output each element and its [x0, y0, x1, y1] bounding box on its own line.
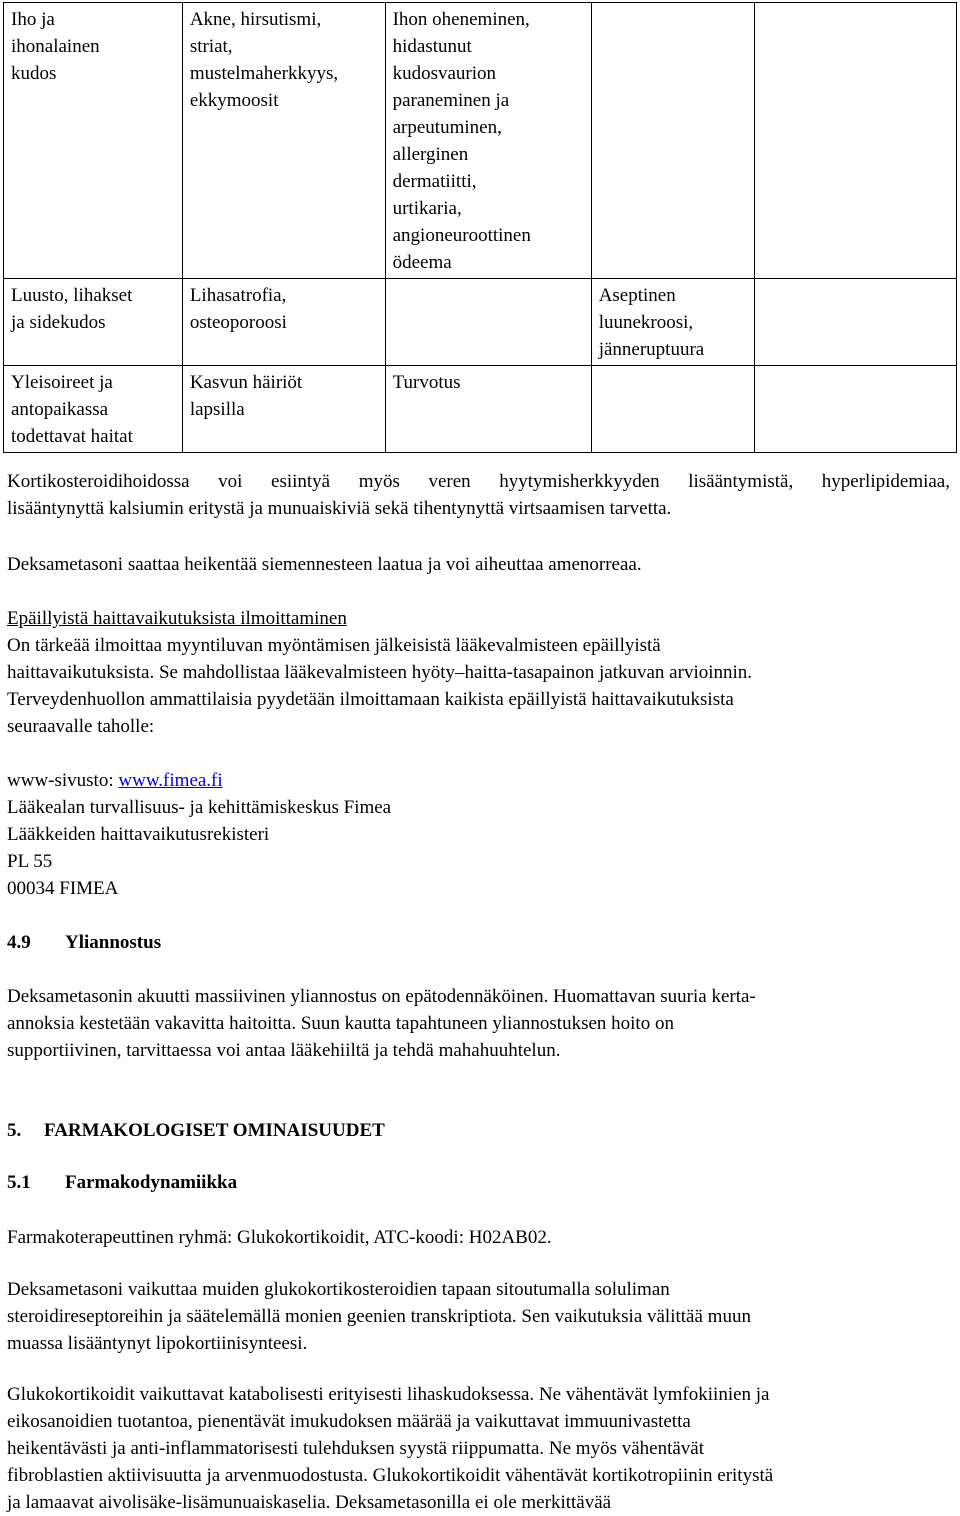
- cell-text: hidastunut: [392, 36, 472, 57]
- paragraph-line: Deksametasoni vaikuttaa muiden glukokortikosteroidien tapaan sitoutumalla soluliman: [7, 1279, 670, 1300]
- contact-line: PL 55: [7, 851, 53, 872]
- cell-text: ödeema: [392, 252, 452, 273]
- reporting-section: [7, 605, 950, 740]
- contact-line: Lääkealan turvallisuus- ja kehittämiskeskus Fimea: [7, 797, 392, 818]
- cell-text: luunekroosi,: [598, 312, 694, 333]
- frequency-cell: [182, 279, 385, 366]
- cell-text: todettavat haitat: [11, 426, 133, 447]
- overdose-paragraph: [7, 983, 950, 1064]
- paragraph-line: steroidireseptoreihin ja säätelemällä monien geenien transkriptiota. Sen vaikutuksia välittää muun: [7, 1306, 751, 1327]
- cell-text: Akne, hirsutismi,: [189, 9, 322, 30]
- paragraph-line: Terveydenhuollon ammattilaisia pyydetään ilmoittamaan kaikista epäillyistä haittavaikutuksista: [7, 689, 734, 710]
- paragraph-line: eikosanoidien tuotantoa, pienentävät imukudoksen määrää ja vaikuttavat immuunivastetta: [7, 1411, 691, 1432]
- adverse-effects-table: [3, 2, 957, 453]
- cell-text: striat,: [189, 36, 233, 57]
- cell-text: dermatiitti,: [392, 171, 477, 192]
- paragraph-line: Deksametasonin akuutti massiivinen yliannostus on epätodennäköinen. Huomattavan suuria kerta-: [7, 986, 756, 1007]
- cell-text: angioneuroottinen: [392, 225, 531, 246]
- website-line: [7, 767, 950, 794]
- section-title: Yliannostus: [65, 932, 162, 953]
- section-title: Farmakodynamiikka: [65, 1172, 238, 1193]
- paragraph-line: Kortikosteroidihoidossa voi esiintyä myös veren hyytymisherkkyyden lisääntymistä, hyperlipidemiaa,: [7, 471, 950, 492]
- cell-text: Kasvun häiriöt: [189, 372, 303, 393]
- cell-text: osteoporoosi: [189, 312, 287, 333]
- organ-class-cell: [4, 279, 183, 366]
- cell-text: ekkymoosit: [189, 90, 279, 111]
- semen-quality-paragraph: [7, 551, 950, 578]
- fimea-link[interactable]: www.fimea.fi: [118, 770, 223, 791]
- frequency-cell: [385, 3, 591, 279]
- cell-text: mustelmaherkkyys,: [189, 63, 339, 84]
- cell-text: Iho ja: [11, 9, 55, 30]
- cell-text: Aseptinen: [598, 285, 676, 306]
- cell-text: allerginen: [392, 144, 469, 165]
- organ-class-cell: [4, 366, 183, 453]
- paragraph-line: annoksia kestetään vakavitta haitoitta. Suun kautta tapahtuneen yliannostuksen hoito on: [7, 1013, 674, 1034]
- paragraph-line: Deksametasoni saattaa heikentää siemennesteen laatua ja voi aiheuttaa amenorreaa.: [7, 554, 642, 575]
- paragraph-line: ja lamaavat aivolisäke-lisämunuaiskaselia. Deksametasonilla ei ole merkittävää: [7, 1492, 612, 1513]
- table-row: [4, 279, 957, 366]
- table-row: [4, 366, 957, 453]
- cell-text: kudos: [11, 63, 57, 84]
- cell-text: Turvotus: [392, 372, 461, 393]
- cell-text: antopaikassa: [11, 399, 109, 420]
- table-row: [4, 3, 957, 279]
- frequency-cell: [755, 279, 957, 366]
- website-label: www-sivusto:: [7, 770, 114, 791]
- paragraph-line: Farmakoterapeuttinen ryhmä: Glukokortikoidit, ATC-koodi: H02AB02.: [7, 1227, 552, 1248]
- section-number: 5.1: [7, 1172, 31, 1193]
- contact-line: 00034 FIMEA: [7, 878, 119, 899]
- section-title: FARMAKOLOGISET OMINAISUUDET: [44, 1120, 385, 1141]
- pharmacotherapeutic-group: [7, 1224, 950, 1251]
- cell-text: urtikaria,: [392, 198, 462, 219]
- section-5-heading: [7, 1117, 950, 1144]
- section-number: 4.9: [7, 932, 31, 953]
- frequency-cell: [182, 366, 385, 453]
- frequency-cell: [385, 366, 591, 453]
- frequency-cell: [385, 279, 591, 366]
- paragraph-line: haittavaikutuksista. Se mahdollistaa lääkevalmisteen hyöty–haitta-tasapainon jatkuvan arvioinnin.: [7, 662, 753, 683]
- frequency-cell: [182, 3, 385, 279]
- cell-text: arpeutuminen,: [392, 117, 502, 138]
- cell-text: Yleisoireet ja: [11, 372, 113, 393]
- cell-text: ihonalainen: [11, 36, 100, 57]
- contact-block: [7, 767, 950, 902]
- cell-text: ja sidekudos: [11, 312, 106, 333]
- paragraph-line: On tärkeää ilmoittaa myyntiluvan myöntämisen jälkeisistä lääkevalmisteen epäillyistä: [7, 635, 661, 656]
- cell-text: kudosvaurion: [392, 63, 497, 84]
- frequency-cell: [755, 366, 957, 453]
- cell-text: Luusto, lihakset: [11, 285, 133, 306]
- contact-line: Lääkkeiden haittavaikutusrekisteri: [7, 824, 270, 845]
- paragraph-line: seuraavalle taholle:: [7, 716, 155, 737]
- effects-paragraph: [7, 1381, 950, 1516]
- section-number: 5.: [7, 1120, 22, 1141]
- cell-text: lapsilla: [189, 399, 245, 420]
- cell-text: paraneminen ja: [392, 90, 510, 111]
- paragraph-line: supportiivinen, tarvittaessa voi antaa lääkehiiltä ja tehdä mahahuuhtelun.: [7, 1040, 561, 1061]
- paragraph-line: lisääntynyttä kalsiumin eritystä ja munuaiskiviä sekä tihentynyttä virtsaamisen tarvetta.: [7, 498, 672, 519]
- cell-text: jänneruptuura: [598, 339, 705, 360]
- organ-class-cell: [4, 3, 183, 279]
- paragraph-line: fibroblastien aktiivisuutta ja arvenmuodostusta. Glukokortikoidit vähentävät kortikotropiinin eritystä: [7, 1465, 774, 1486]
- paragraph-line: heikentävästi ja anti-inflammatorisesti tulehduksen syystä riippumatta. Ne myös vähentävät: [7, 1438, 705, 1459]
- paragraph-line: Glukokortikoidit vaikuttavat katabolisesti erityisesti lihaskudoksessa. Ne vähentävät lymfokiinien ja: [7, 1384, 770, 1405]
- reporting-heading: Epäillyistä haittavaikutuksista ilmoittaminen: [7, 608, 347, 629]
- cell-text: Ihon oheneminen,: [392, 9, 530, 30]
- section-5-1-heading: [7, 1169, 950, 1196]
- section-4-9-heading: [7, 929, 950, 956]
- frequency-cell: [591, 366, 755, 453]
- frequency-cell: [591, 279, 755, 366]
- cell-text: Lihasatrofia,: [189, 285, 287, 306]
- paragraph-line: muassa lisääntynyt lipokortiinisynteesi.: [7, 1333, 308, 1354]
- frequency-cell: [591, 3, 755, 279]
- mechanism-paragraph: [7, 1276, 950, 1357]
- frequency-cell: [755, 3, 957, 279]
- coagulation-paragraph: [7, 468, 950, 522]
